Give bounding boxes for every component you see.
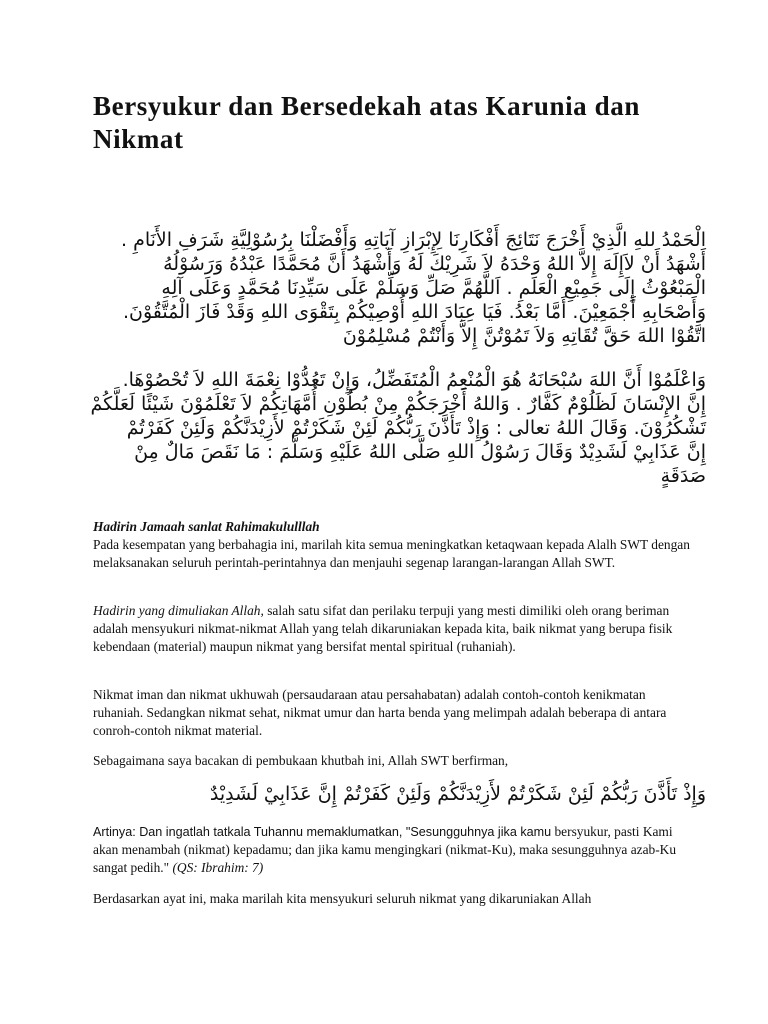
- arabic-line: تَشْكُرُوْنَ. وَقَالَ اللهُ تعالى : وَإِذْ تَأَذَّنَ رَبُّكُمْ لَئِنْ شَكَرْتُمْ لأَزِيْدَنَّكُمْ وَلَئِنْ كَفَرْتُمْ: [126, 417, 706, 439]
- translation-label: Artinya:: [93, 825, 136, 839]
- heading-hadirin: Hadirin Jamaah sanlat Rahimakululllah: [93, 519, 320, 534]
- arabic-line: صَدَقَةٍ: [660, 465, 706, 487]
- paragraph-intro: [93, 518, 693, 572]
- page-title: Bersyukur dan Bersedekah atas Karunia dan Nikmat: [93, 91, 640, 154]
- translation-text: bersyukur, pasti Kami akan menambah (nikmat) kepadamu; dan jika kamu mengingkari (nikmat-Ku), maka sesungguhnya azab-Ku sangat pedih.": [93, 824, 677, 875]
- paragraph-translation: [93, 823, 693, 877]
- arabic-verse: وَإِذْ تَأَذَّنَ رَبُّكُمْ لَئِنْ شَكَرْتُمْ لأَزِيْدَنَّكُمْ وَلَئِنْ كَفَرْتُمْ إِنَّ عَذَابِيْ لَشَدِيْدٌ: [209, 783, 706, 805]
- arabic-opening: [66, 228, 706, 348]
- arabic-line: اتَّقُوْا اللهَ حَقَّ تُقَاتِهِ وَلاَ تَمُوْتُنَّ إِلاَّ وَأَنْتُمْ مُسْلِمُوْنَ: [342, 325, 706, 347]
- paragraph-text: salah satu sifat dan perilaku terpuji yang mesti dimiliki oleh orang beriman adalah mensyukuri nikmat-nikmat Allah yang telah dikaruniakan kepada kita, baik nikmat yang berupa fisik kebendaan (material) maupun nikmat yang bersifat mental spiritual (ruhaniah).: [93, 603, 673, 654]
- paragraph-text: Berdasarkan ayat ini, maka marilah kita mensyukuri seluruh nikmat yang dikaruniakan Allah: [93, 891, 592, 906]
- arabic-line: أَشْهَدُ أَنْ لاَإِلَهَ إِلاَّ اللهُ وَحْدَهُ لاَ شَرِيْكَ لَهُ وَأَشْهَدُ أَنَّ مُحَمَّدًا عَبْدُهُ وَرَسُوْلُهُ: [163, 253, 706, 275]
- arabic-line: الْمَبْعُوْثُ إِلَى جَمِيْعِ الْعَلَمِ . اَللَّهُمَّ صَلِّ وَسَلِّمْ عَلَى سَيِّدِنَا مُحَمَّدٍ وَعَلَى آلِهِ: [161, 277, 706, 299]
- paragraph-closing: [93, 890, 693, 908]
- verse-reference: (QS: Ibrahim: 7): [172, 860, 264, 875]
- paragraph-firman: [93, 752, 693, 770]
- paragraph-nikmat: [93, 686, 693, 740]
- translation-text: Dan ingatlah tatkala Tuhannu memaklumatkan, "Sesungguhnya jika kamu: [135, 825, 552, 839]
- address-phrase: Hadirin yang dimuliakan Allah,: [93, 603, 264, 618]
- paragraph-syukur: [93, 602, 693, 656]
- arabic-second-passage: [66, 368, 706, 488]
- arabic-line: الْحَمْدُ للهِ الَّذِيْ أَخْرَجَ نَتَائِجَ أَفْكَارِنَا لِإِبْرَازِ آيَاتِهِ وَأَفْضَلْنَا بِرُسُوْلِيَّةِ شَرَفِ الأَنَامِ .: [120, 229, 706, 251]
- arabic-line: وَاعْلَمُوْا أَنَّ اللهَ سُبْحَانَهُ هُوَ الْمُنْعِمُ الْمُتَفَضِّلُ، وَإِنْ تَعُدُّوْا نِعْمَةَ اللهِ لاَ تُحْصُوْهَا.: [122, 369, 706, 391]
- arabic-line: وَأَصْحَابِهِ أَجْمَعِيْنَ. أَمَّا بَعْدُ. فَيَا عِبَادَ اللهِ أُوْصِيْكُمْ بِتَقْوَى اللهِ وَقَدْ فَازَ الْمُتَّقُوْنَ.: [123, 301, 706, 323]
- arabic-line: إِنَّ عَذَابِيْ لَشَدِيْدٌ وَقَالَ رَسُوْلُ اللهِ صَلَّى اللهُ عَلَيْهِ وَسَلَّمَ : مَا نَقَصَ مَالٌ مِنْ: [134, 441, 706, 463]
- paragraph-text: Sebagaimana saya bacakan di pembukaan khutbah ini, Allah SWT berfirman,: [93, 753, 509, 768]
- paragraph-text: Nikmat iman dan nikmat ukhuwah (persaudaraan atau persahabatan) adalah contoh-contoh kenikmatan ruhaniah. Sedangkan nikmat sehat, nikmat umur dan harta benda yang melimpah adalah beberapa di antara conroh-contoh nikmat material.: [93, 687, 667, 738]
- arabic-line: إِنَّ الإِنْسَانَ لَظَلُوْمٌ كَفَّارٌ . وَاللهُ أَخْرَجَكُمْ مِنْ بُطُوْنِ أُمَّهَاتِكُمْ لاَ تَعْلَمُوْنَ شَيْئًا لَعَلَّكُمْ: [90, 393, 706, 415]
- paragraph-text: Pada kesempatan yang berbahagia ini, marilah kita semua meningkatkan ketaqwaan kepada Alalh SWT dengan melaksanakan seluruh perintah-perintahnya dan menjauhi segenap larangan-larangan Allah SWT.: [93, 537, 690, 570]
